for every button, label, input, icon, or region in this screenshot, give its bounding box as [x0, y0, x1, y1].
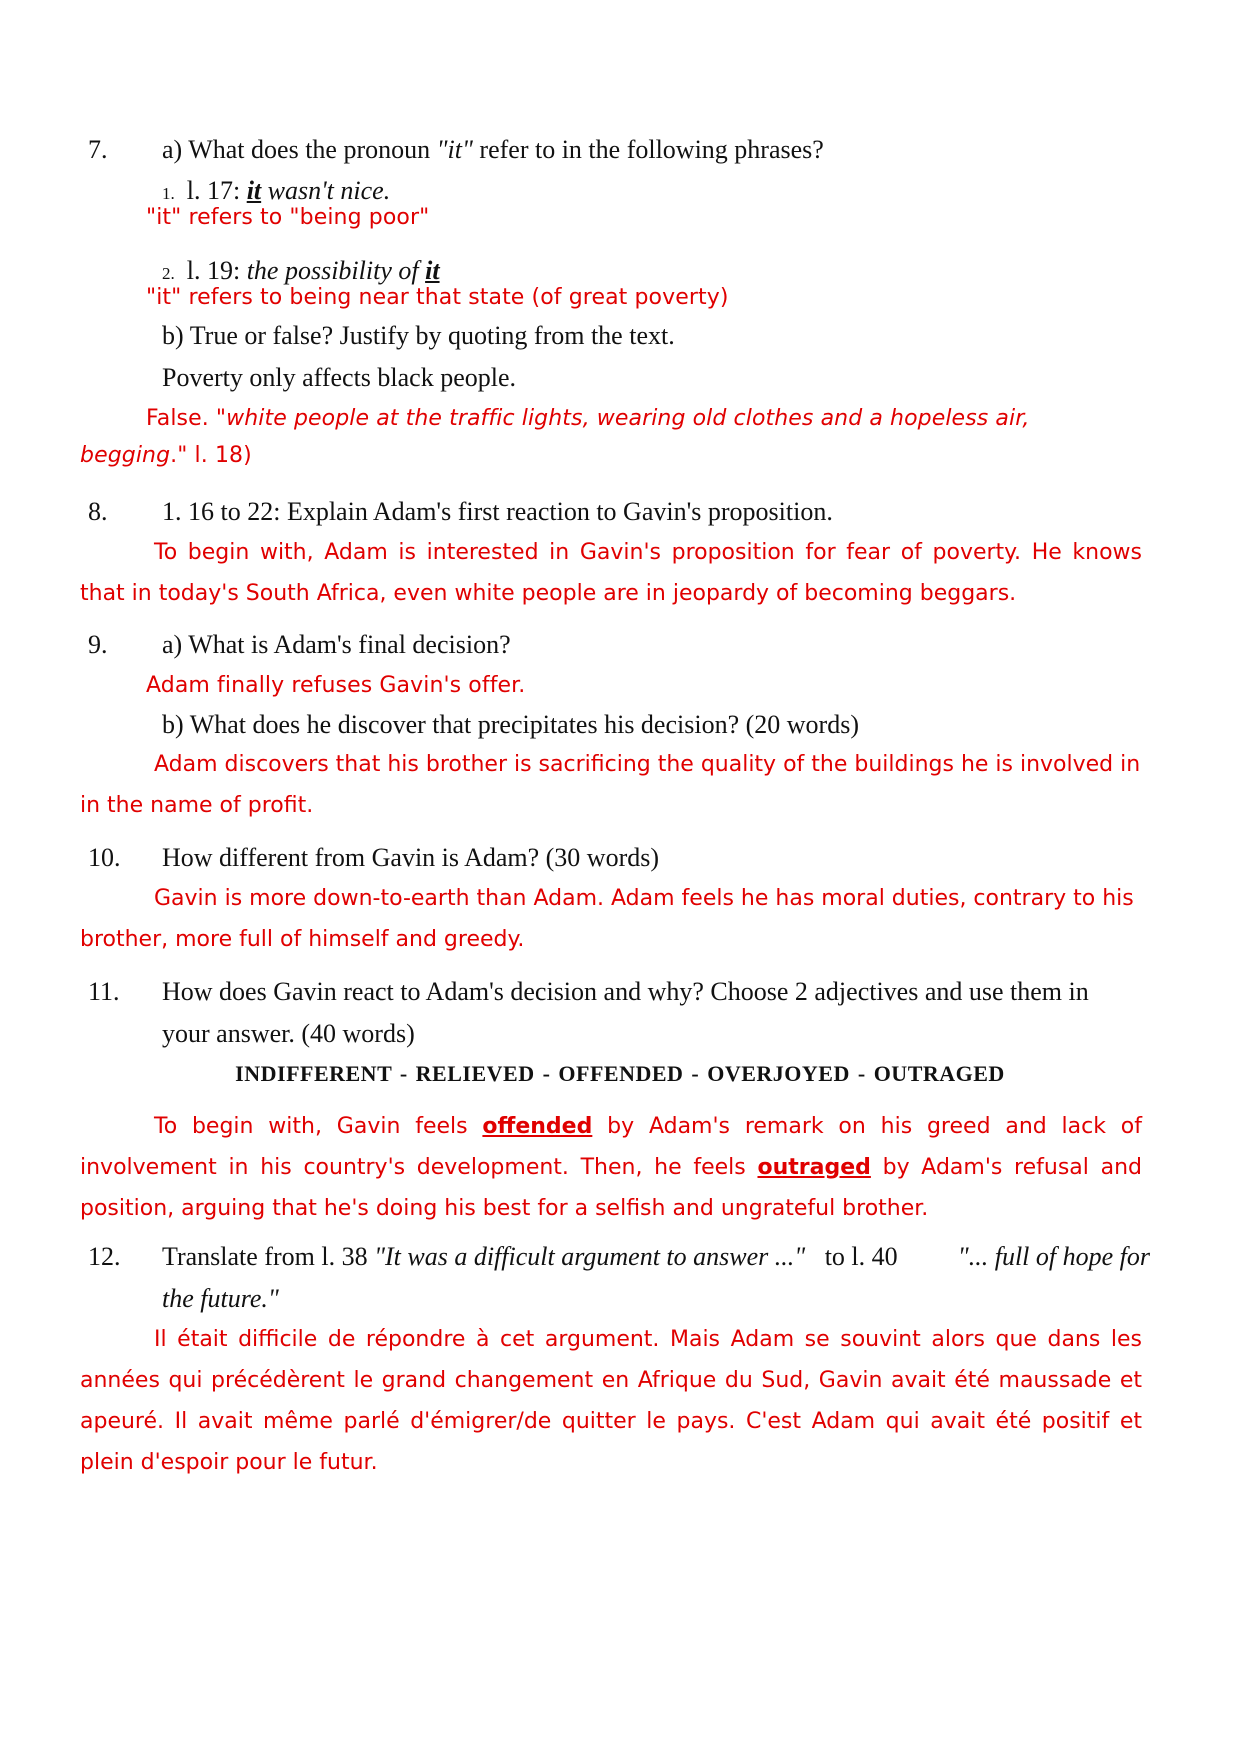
- item-number: 2.: [162, 264, 175, 283]
- answer-11: [80, 1106, 1142, 1229]
- line-reference: l. 17:: [186, 176, 247, 205]
- quoted-start: "It was a difficult argument to answer ...": [374, 1242, 806, 1271]
- quoted-end: the future.": [162, 1284, 279, 1313]
- pronoun-it: "it": [436, 135, 473, 164]
- question-text: Translate from l. 38: [162, 1242, 375, 1271]
- answer-text: ." l. 18): [170, 443, 252, 468]
- question-12-text-line-1: [162, 1242, 1150, 1272]
- quoted-phrase: wasn't nice.: [261, 176, 391, 205]
- adjective-choices: INDIFFERENT - RELIEVED - OFFENDED - OVERJOYED - OUTRAGED: [235, 1061, 1005, 1086]
- answer-quote: white people at the traffic lights, wearing old clothes and a hopeless air,: [226, 406, 1030, 431]
- question-text: to l. 40: [805, 1242, 918, 1271]
- question-number: 9.: [88, 630, 108, 659]
- question-text: refer to in the following phrases?: [472, 135, 824, 164]
- chosen-adjective-2: outraged: [757, 1155, 871, 1180]
- question-8-text: 1. 16 to 22: Explain Adam's first reaction to Gavin's proposition.: [162, 497, 833, 526]
- highlighted-pronoun: it: [246, 176, 262, 205]
- question-11-text-line-1: How does Gavin react to Adam's decision and why? Choose 2 adjectives and use them in: [162, 977, 1089, 1006]
- question-text: a) What does the pronoun: [162, 135, 437, 164]
- answer-12: Il était difficile de répondre à cet argument. Mais Adam se souvint alors que dans les années qui précédèrent le grand changement en Afrique du Sud, Gavin avait été maussade et apeuré. Il avait même parlé d'émigrer/de quitter le pays. C'est Adam qui avait été positif et plein d'espoir pour le futur.: [80, 1327, 1142, 1475]
- quoted-phrase: the possibility of: [246, 256, 426, 285]
- question-number: 7.: [88, 135, 108, 164]
- question-7b-text: b) True or false? Justify by quoting from the text.: [162, 321, 675, 350]
- answer-7b-line-1: [146, 404, 1029, 434]
- question-number: 10.: [88, 843, 121, 872]
- line-reference: l. 19:: [186, 256, 247, 285]
- answer-7b-line-2: [80, 441, 252, 471]
- answer-8: To begin with, Adam is interested in Gavin's proposition for fear of poverty. He knows that in today's South Africa, even white people are in jeopardy of becoming beggars.: [80, 540, 1142, 606]
- item-number: 1.: [162, 184, 175, 203]
- answer-text: False. ": [146, 406, 227, 431]
- question-11-text-line-2: your answer. (40 words): [162, 1019, 415, 1048]
- answer-7a-1: "it" refers to "being poor": [146, 205, 430, 230]
- question-9a-text: a) What is Adam's final decision?: [162, 630, 511, 659]
- answer-9a: Adam finally refuses Gavin's offer.: [146, 673, 526, 698]
- answer-10: Gavin is more down-to-earth than Adam. Adam feels he has moral duties, contrary to his brother, more full of himself and greedy.: [80, 886, 1134, 952]
- answer-text: To begin with, Gavin feels: [154, 1114, 483, 1139]
- question-number: 11.: [88, 977, 120, 1006]
- question-9b-text: b) What does he discover that precipitates his decision? (20 words): [162, 710, 859, 739]
- answer-9b: Adam discovers that his brother is sacrificing the quality of the buildings he is involved in in the name of profit.: [80, 752, 1141, 818]
- chosen-adjective-1: offended: [482, 1114, 593, 1139]
- question-7a-text: [162, 135, 824, 165]
- highlighted-pronoun: it: [425, 256, 440, 285]
- quoted-end: "... full of hope for: [957, 1242, 1150, 1271]
- question-number: 8.: [88, 497, 108, 526]
- question-10-text: How different from Gavin is Adam? (30 words): [162, 843, 660, 872]
- question-number: 12.: [88, 1242, 121, 1271]
- answer-text: by Adam's remark on his greed and lack of involvement in his country's development. Then, he feels: [80, 1114, 1142, 1180]
- question-7b-statement: Poverty only affects black people.: [162, 363, 517, 392]
- answer-quote: begging: [80, 443, 171, 468]
- answer-7a-2: "it" refers to being near that state (of great poverty): [146, 285, 729, 310]
- question-12-text-line-2: [162, 1284, 279, 1314]
- answer-text: by Adam's refusal and position, arguing that he's doing his best for a selfish and ungrateful brother.: [80, 1155, 1142, 1221]
